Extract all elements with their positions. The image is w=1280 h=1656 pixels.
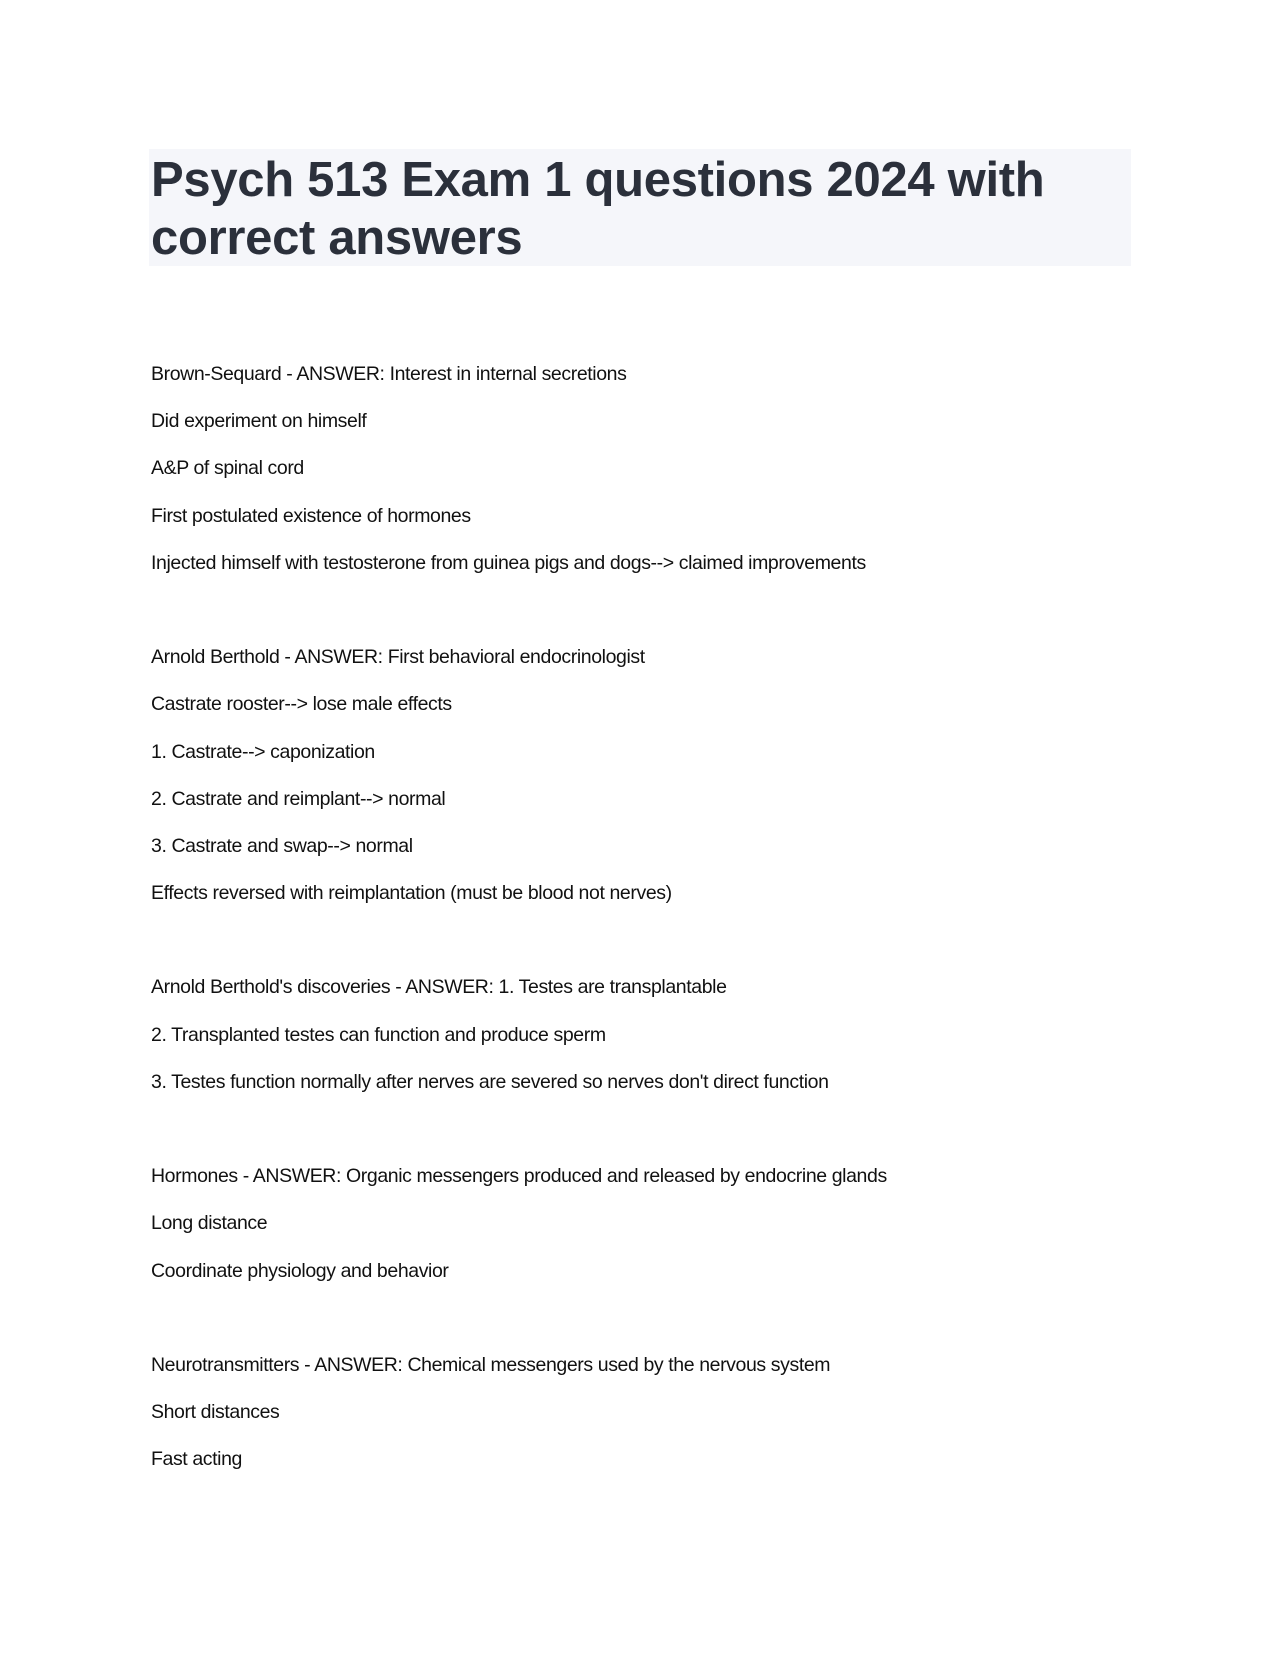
qa-entry [151,1342,1151,1484]
answer-detail-line: Injected himself with testosterone from guinea pigs and dogs--> claimed improvements [151,551,866,574]
paragraph-gap [151,587,1151,634]
answer-detail-line: A&P of spinal cord [151,457,304,480]
title-box [149,149,1131,266]
qa-entry [151,964,1151,1106]
qa-entry [151,351,1151,587]
qa-entry [151,634,1151,917]
document-body [151,351,1151,1484]
question-answer-line: Hormones - ANSWER: Organic messengers produced and released by endocrine glands [151,1165,887,1188]
question-answer-line: Neurotransmitters - ANSWER: Chemical messengers used by the nervous system [151,1353,831,1376]
answer-detail-line: 1. Castrate--> caponization [151,740,375,763]
question-answer-line: Brown-Sequard - ANSWER: Interest in internal secretions [151,363,627,385]
answer-detail-line: Coordinate physiology and behavior [151,1259,449,1282]
qa-entry [151,1153,1151,1295]
paragraph-gap [151,1106,1151,1153]
answer-detail-line: 2. Transplanted testes can function and produce sperm [151,1023,606,1046]
answer-detail-line: Castrate rooster--> lose male effects [151,693,452,716]
answer-detail-line: 2. Castrate and reimplant--> normal [151,787,446,810]
paragraph-gap [151,1295,1151,1342]
answer-detail-line: Short distances [151,1401,280,1424]
answer-detail-line: Effects reversed with reimplantation (must be blood not nerves) [151,882,672,905]
answer-detail-line: Long distance [151,1212,268,1235]
answer-detail-line: 3. Castrate and swap--> normal [151,834,413,857]
question-answer-line: Arnold Berthold's discoveries - ANSWER: 1. Testes are transplantable [151,976,727,999]
answer-detail-line: 3. Testes function normally after nerves are severed so nerves don't direct function [151,1070,829,1093]
paragraph-gap [151,917,1151,964]
answer-detail-line: Did experiment on himself [151,410,367,433]
document-title: Psych 513 Exam 1 questions 2024 with correct answers [151,153,1045,265]
question-answer-line: Arnold Berthold - ANSWER: First behavioral endocrinologist [151,646,645,669]
answer-detail-line: Fast acting [151,1448,242,1471]
answer-detail-line: First postulated existence of hormones [151,504,471,527]
